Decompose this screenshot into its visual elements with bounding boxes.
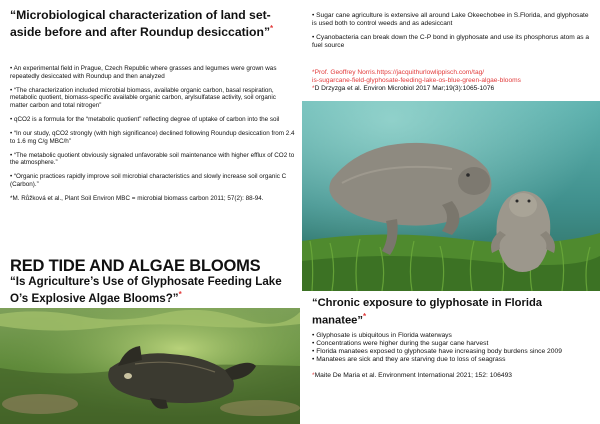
reference-ruzkova: *M. Růžková et al., Plant Soil Environ MBC = microbial biomass carbon 2011; 57(2): 88-94. (10, 195, 264, 203)
title-star: * (178, 290, 182, 299)
dead-fish-illustration (0, 308, 300, 424)
bullet-item: • An experimental field in Prague, Czech Republic where grasses and legumes were grown was repeatedly desiccated with Roundup and then analyzed (10, 65, 277, 80)
bullet-item: • Florida manatees exposed to glyphosate have increasing body burdens since 2009 (312, 348, 562, 355)
bullet-item: • Glyphosate is ubiquitous in Florida waterways (312, 332, 452, 339)
reference-norris-line2: is-sugarcane-field-glyphosate-feeding-lake-os-blue-green-algae-blooms (312, 77, 521, 84)
bullet-item: • Manatees are sick and they are starving due to loss of seagrass (312, 356, 506, 363)
reference-star: * (312, 372, 315, 379)
microbiological-title-text: “Microbiological characterization of land set-aside before and after Roundup desiccation” (10, 8, 271, 40)
dead-fish-algae-photo (0, 308, 300, 424)
manatee-bullets (312, 332, 594, 380)
red-tide-heading: RED TIDE AND ALGAE BLOOMS (10, 257, 261, 275)
title-star: * (363, 312, 367, 321)
bullet-item: • “The characterization included microbial biomass, available organic carbon, basal respiration, metabolic quotient, biomass-specific available organic carbon, arylsulfatase activity, soil organic matter carbon and total nitrogen” (10, 86, 276, 109)
bullet-item: • Cyanobacteria can break down the C-P bond in glyphosate and use its phosphorus atom as a fuel source (312, 34, 590, 49)
manatee-illustration (302, 101, 600, 291)
bullet-item: • “Organic practices rapidly improve soil microbial characteristics and slowly increase soil organic C (Carbon).” (10, 173, 287, 189)
reference-norris (312, 69, 597, 93)
bullet-item: • “In our study, qCO2 strongly (with high significance) declined following Roundup desiccation from 2.4 to 1.6 mg C/g MBC/h” (10, 130, 295, 145)
bullet-item: • “The metabolic quotient obviously signaled unfavorable soil maintenance with higher efflux of CO2 to the atmosphere.” (10, 151, 295, 167)
manatee-photo (302, 101, 600, 291)
reference-star: * (312, 85, 315, 92)
manatee-title-text: “Chronic exposure to glyphosate in Florida manatee” (312, 297, 542, 327)
reference-norris-line1: *Prof. Geoffrey Norris.https://jacquithurlowlippisch.com/tag/ (312, 69, 485, 76)
algae-blooms-title-text: “Is Agriculture’s Use of Glyphosate Feeding Lake O’s Explosive Algae Blooms?” (10, 275, 282, 305)
lake-okeechobee-bullets (312, 12, 594, 56)
microbiological-bullets (10, 65, 295, 203)
microbiological-title (10, 8, 295, 39)
bullet-item: • qCO2 is a formula for the “metabolic quotient” reflecting degree of uptake of carbon into the soil (10, 115, 280, 123)
reference-de-maria (312, 372, 594, 380)
bullet-item: • Sugar cane agriculture is extensive all around Lake Okeechobee in S.Florida, and glyphosate is used both to control weeds and as adesiccant (312, 12, 589, 27)
title-star: * (270, 24, 274, 33)
reference-drzyzga: D Drzyzga et al. Environ Microbiol 2017 Mar;19(3):1065-1076 (314, 85, 495, 92)
manatee-title (312, 297, 594, 328)
bullet-item: • Concentrations were higher during the sugar cane harvest (312, 340, 489, 347)
algae-blooms-title (10, 275, 295, 305)
reference-de-maria-text: Maite De Maria et al. Environment International 2021; 152: 106493 (314, 372, 513, 379)
